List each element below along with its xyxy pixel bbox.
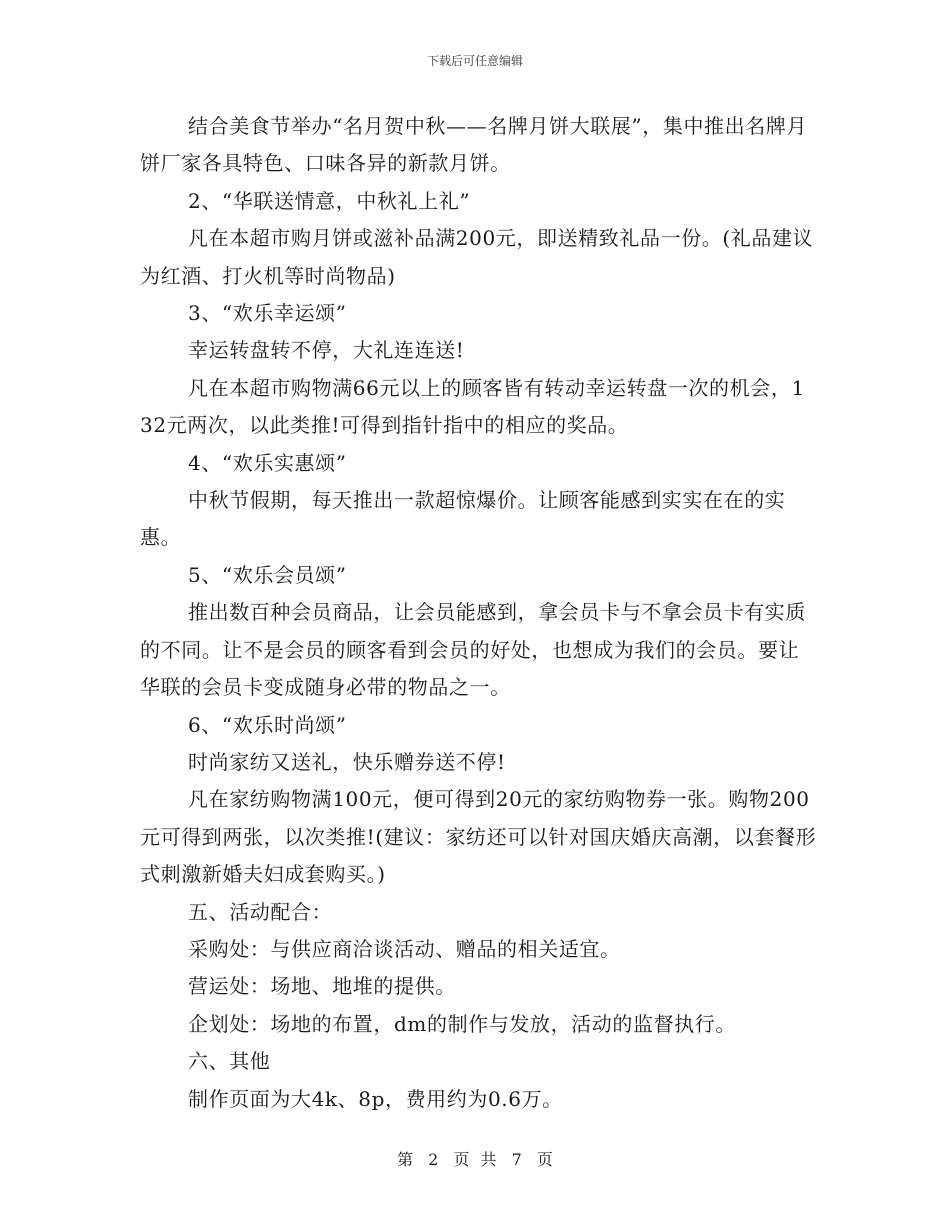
paragraph-3: 凡在本超市购月饼或滋补品满200元，即送精致礼品一份。(礼品建议为红酒、打火机等时尚物品) [140,226,814,288]
paragraph-13: 凡在家纺购物满100元，便可得到20元的家纺购物券一张。购物200元可得到两张，以次类推!(建议：家纺还可以针对国庆婚庆高潮，以套餐形式刺激新婚夫妇成套购买。) [140,787,817,887]
footer-total-pages: 7 [511,1150,522,1169]
footer-middle: 页 共 [453,1150,497,1169]
paragraph-9: 5、“欢乐会员颂” [188,562,347,587]
paragraph-6: 凡在本超市购物满66元以上的顾客皆有转动幸运转盘一次的机会，132元两次，以此类推!可得到指针指中的相应的奖品。 [140,375,805,438]
paragraph-2: 2、“华联送情意，中秋礼上礼” [188,188,471,213]
footer-current-page: 2 [428,1150,439,1169]
paragraph-12: 时尚家纺又送礼，快乐赠券送不停! [188,749,506,774]
page-footer [0,1147,950,1170]
footer-suffix: 页 [536,1150,553,1169]
paragraph-15: 采购处：与供应商洽谈活动、赠品的相关适宜。 [188,936,621,961]
paragraph-19: 制作页面为大4k、8p，费用约为0.6万。 [188,1086,563,1111]
paragraph-1: 结合美食节举办“名月贺中秋——名牌月饼大联展”，集中推出名牌月饼厂家各具特色、口味各异的新款月饼。 [140,114,808,176]
paragraph-5: 幸运转盘转不停，大礼连连送! [188,338,465,363]
paragraph-17: 企划处：场地的布置，dm的制作与发放，活动的监督执行。 [188,1011,736,1036]
paragraph-14: 五、活动配合： [188,899,333,924]
paragraph-4: 3、“欢乐幸运颂” [188,301,347,326]
paragraph-16: 营运处：场地、地堆的提供。 [188,974,456,999]
paragraph-18: 六、其他 [188,1049,271,1074]
paragraph-10: 推出数百种会员商品，让会员能感到，拿会员卡与不拿会员卡有实质的不同。让不是会员的顾客看到会员的好处，也想成为我们的会员。要让华联的会员卡变成随身必带的物品之一。 [140,600,806,700]
document-body [140,108,818,1118]
footer-prefix: 第 [397,1150,414,1169]
paragraph-8: 中秋节假期，每天推出一款超惊爆价。让顾客能感到实实在在的实惠。 [140,488,786,550]
paragraph-11: 6、“欢乐时尚颂” [188,712,347,737]
page-header: 下载后可任意编辑 [426,54,523,68]
paragraph-7: 4、“欢乐实惠颂” [188,450,347,475]
